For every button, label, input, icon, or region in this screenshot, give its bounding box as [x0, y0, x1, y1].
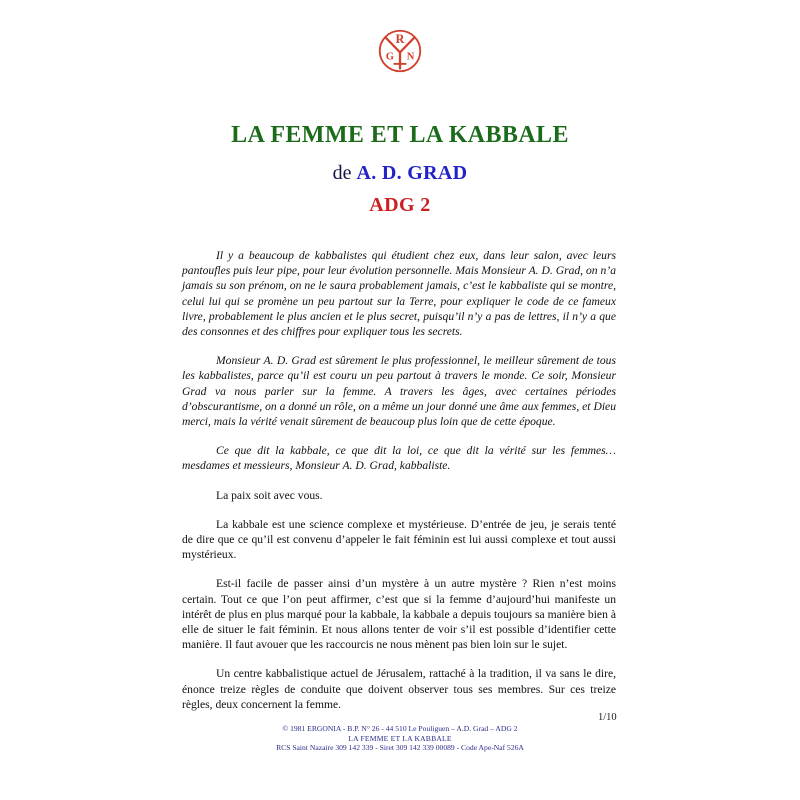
page-title: LA FEMME ET LA KABBALE	[231, 122, 569, 148]
paragraph-body-4: Un centre kabbalistique actuel de Jérusalem, rattaché à la tradition, il va sans le dire, énonce treize règles de conduite que doivent observer tous ses membres. Sur ces treize règles, deux concernent la femme.	[182, 667, 616, 711]
paragraph-body-3: Est-il facile de passer ainsi d’un mystère à un autre mystère ? Rien n’est moins certain. Tout ce que l’on peut affirmer, c’est que si la femme d’aujourd’hui manifeste un intérêt de plus en plus marqué pour la kabbale, la kabbale a depuis toujours sa manière bien à elle de situer le fait féminin. Et nous allons tenter de voir s’il est possible d’identifier cette manière. Il faut avouer que les raccourcis ne nous mènent pas bien loin sur le sujet.	[182, 577, 616, 652]
byline-prefix: de	[332, 162, 352, 185]
svg-text:N: N	[406, 51, 415, 63]
page-footer	[0, 724, 800, 753]
svg-text:R: R	[395, 32, 405, 47]
svg-text:G: G	[385, 51, 394, 63]
paragraph-body-1: La paix soit avec vous.	[216, 488, 323, 502]
paragraph-intro-3: Ce que dit la kabbale, ce que dit la loi, ce que dit la vérité sur les femmes… mesdames et messieurs, Monsieur A. D. Grad, kabbaliste.	[182, 444, 616, 473]
footer-copyright-line: © 1981 ERGONIA - B.P. N° 26 - 44 510 Le Pouliguen – A.D. Grad – ADG 2	[282, 724, 518, 733]
ergonia-logo-icon	[377, 28, 423, 74]
document-code: ADG 2	[369, 194, 431, 217]
footer-title-line: LA FEMME ET LA KABBALE	[348, 733, 452, 743]
author-name: A. D. GRAD	[356, 162, 468, 185]
document-body	[182, 248, 616, 724]
author-line	[0, 162, 800, 184]
page-number: 1/10	[598, 712, 617, 723]
paragraph-intro-1: Il y a beaucoup de kabbalistes qui étudient chez eux, dans leur salon, avec leurs pantoufles puis leur pipe, pour leur évolution personnelle. Mais Monsieur A. D. Grad, on n’a jamais su son prénom, on ne le saura probablement jamais, c’est le kabbaliste qui se montre, celui lui qui se promène un peu partout sur la Terre, pour expliquer le code de ce fameux livre, probablement le plus ancien et le plus secret, puisqu’il n’y a pas de lettres, il n’y a que des consonnes et des chiffres pour expliquer tous les secrets.	[182, 249, 616, 339]
logo-container	[0, 28, 800, 74]
paragraph-body-2: La kabbale est une science complexe et mystérieuse. D’entrée de jeu, je serais tenté de dire que ce qu’il est convenu d’appeler le fait féminin est lui aussi complexe et tout aussi mystérieux.	[182, 517, 616, 562]
footer-legal-line: RCS Saint Nazaire 309 142 339 - Siret 309 142 339 00089 - Code Ape-Naf 526A	[276, 743, 524, 753]
paragraph-intro-2: Monsieur A. D. Grad est sûrement le plus professionnel, le meilleur sûrement de tous les kabbalistes, parce qu’il est couru un peu partout à travers le monde. Ce soir, Monsieur Grad va nous parler sur la femme. A travers les âges, avec certaines périodes d’obscurantisme, on a donné un rôle, on a même un jour donné une âme aux femmes, et Dieu merci, mais la vérité venait sûrement de beaucoup plus loin que de cette époque.	[182, 354, 616, 429]
title-block	[0, 122, 800, 216]
